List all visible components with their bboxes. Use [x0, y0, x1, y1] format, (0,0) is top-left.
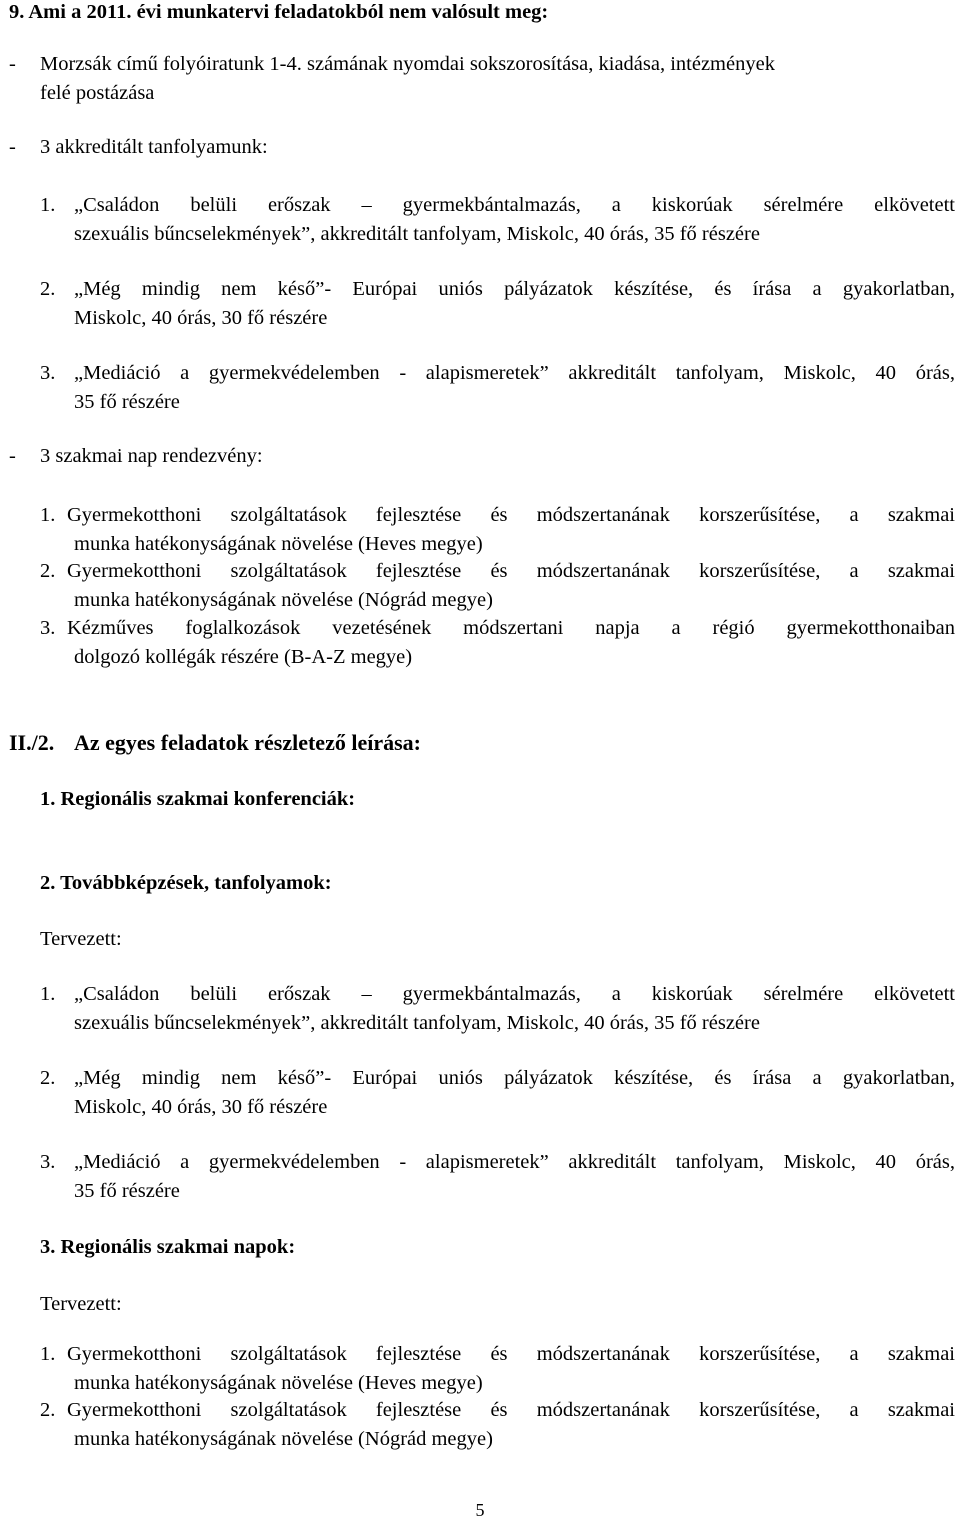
list-item-line: Miskolc, 40 órás, 30 fő részére — [74, 307, 328, 329]
list-number: 3. — [40, 617, 56, 639]
list-item-line: szexuális bűncselekmények”, akkreditált tanfolyam, Miskolc, 40 órás, 35 fő részére — [74, 1012, 760, 1034]
list-number: 1. — [40, 1343, 56, 1365]
list-item-line: felé postázása — [40, 82, 155, 104]
list-dash: - — [9, 53, 16, 75]
list-item-line: „Még mindig nem késő”- Európai uniós pályázatok készítése, és írása a gyakorlatban, — [74, 278, 955, 300]
list-item-line: Miskolc, 40 órás, 30 fő részére — [74, 1096, 328, 1118]
list-item-line: „Mediáció a gyermekvédelemben - alapismeretek” akkreditált tanfolyam, Miskolc, 40 órás, — [74, 362, 955, 384]
list-item-line: „Mediáció a gyermekvédelemben - alapismeretek” akkreditált tanfolyam, Miskolc, 40 órás, — [74, 1151, 955, 1173]
list-item-line: 35 fő részére — [74, 391, 180, 413]
list-item-line: Gyermekotthoni szolgáltatások fejlesztése és módszertanának korszerűsítése, a szakmai — [67, 504, 955, 526]
list-item-line: 35 fő részére — [74, 1180, 180, 1202]
list-number: 1. — [40, 194, 56, 216]
list-item-line: Gyermekotthoni szolgáltatások fejlesztése és módszertanának korszerűsítése, a szakmai — [67, 1399, 955, 1421]
list-dash: - — [9, 445, 16, 467]
planned-label: Tervezett: — [40, 928, 122, 950]
list-number: 1. — [40, 504, 56, 526]
planned-label: Tervezett: — [40, 1293, 122, 1315]
list-item-line: munka hatékonyságának növelése (Nógrád megye) — [74, 1428, 493, 1450]
section-title: Az egyes feladatok részletező leírása: — [74, 730, 421, 755]
list-item-line: dolgozó kollégák részére (B-A-Z megye) — [74, 646, 413, 668]
subsection-title: 3. Regionális szakmai napok: — [40, 1236, 296, 1258]
list-item-line: munka hatékonyságának növelése (Heves megye) — [74, 533, 483, 555]
list-item-line: Gyermekotthoni szolgáltatások fejlesztése és módszertanának korszerűsítése, a szakmai — [67, 1343, 955, 1365]
list-item-line: munka hatékonyságának növelése (Heves megye) — [74, 1372, 483, 1394]
list-item-line: szexuális bűncselekmények”, akkreditált tanfolyam, Miskolc, 40 órás, 35 fő részére — [74, 223, 760, 245]
subsection-title: 2. Továbbképzések, tanfolyamok: — [40, 872, 332, 894]
list-number: 3. — [40, 362, 56, 384]
list-number: 2. — [40, 1067, 56, 1089]
list-item-line: „Családon belüli erőszak – gyermekbántalmazás, a kiskorúak sérelmére elkövetett — [74, 983, 955, 1005]
list-dash: - — [9, 136, 16, 158]
list-item-line: Kézműves foglalkozások vezetésének módszertani napja a régió gyermekotthonaiban — [67, 617, 955, 639]
section-number: II./2. — [9, 730, 55, 755]
list-label: 3 akkreditált tanfolyamunk: — [40, 136, 268, 158]
section-heading: 9. Ami a 2011. évi munkatervi feladatokból nem valósult meg: — [9, 1, 549, 23]
list-item-line: munka hatékonyságának növelése (Nógrád megye) — [74, 589, 493, 611]
page-number: 5 — [475, 1500, 485, 1520]
list-item-line: „Még mindig nem késő”- Európai uniós pályázatok készítése, és írása a gyakorlatban, — [74, 1067, 955, 1089]
list-number: 2. — [40, 1399, 56, 1421]
list-label: 3 szakmai nap rendezvény: — [40, 445, 263, 467]
list-item-line: Gyermekotthoni szolgáltatások fejlesztése és módszertanának korszerűsítése, a szakmai — [67, 560, 955, 582]
list-item-line: „Családon belüli erőszak – gyermekbántalmazás, a kiskorúak sérelmére elkövetett — [74, 194, 955, 216]
subsection-title: 1. Regionális szakmai konferenciák: — [40, 788, 356, 810]
list-number: 2. — [40, 278, 56, 300]
list-number: 1. — [40, 983, 56, 1005]
list-number: 3. — [40, 1151, 56, 1173]
list-number: 2. — [40, 560, 56, 582]
list-item-line: Morzsák című folyóiratunk 1-4. számának nyomdai sokszorosítása, kiadása, intézmények — [40, 53, 775, 75]
